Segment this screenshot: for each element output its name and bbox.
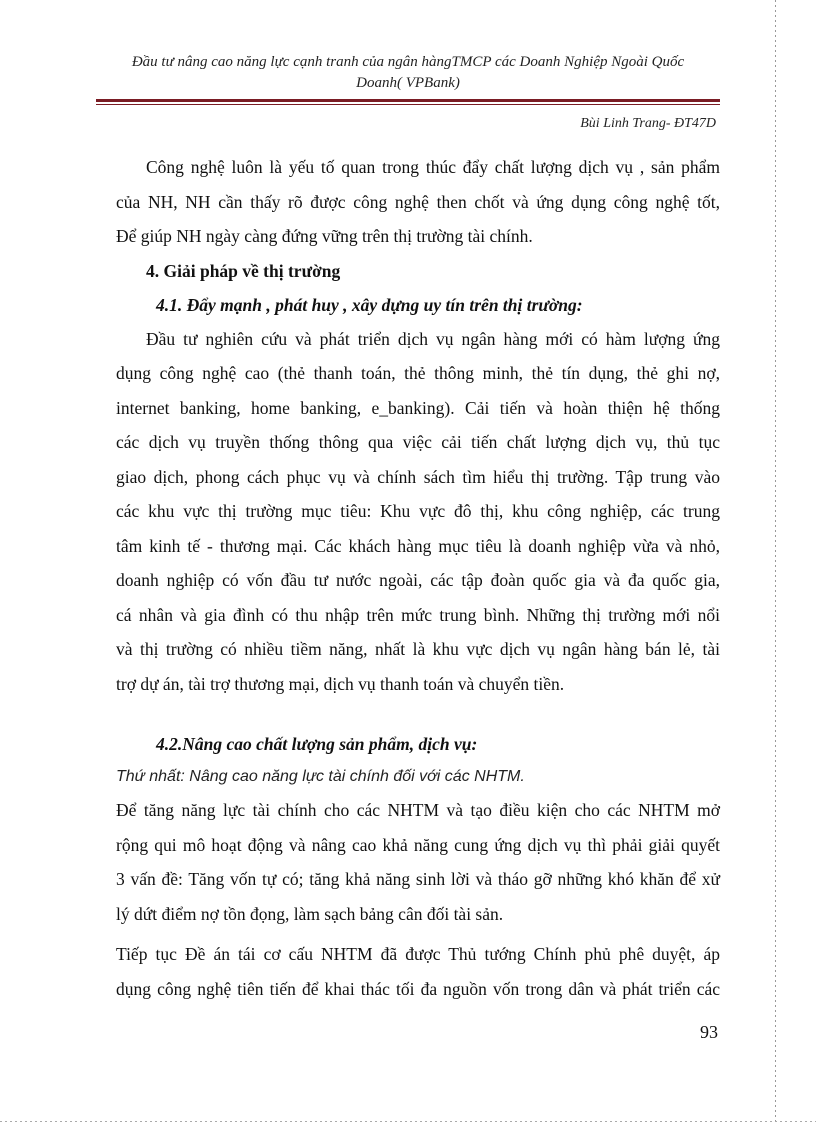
page-number: 93 bbox=[700, 1022, 718, 1042]
section-heading-4-2: 4.2.Nâng cao chất lượng sản phẩm, dịch vụ: bbox=[156, 734, 478, 754]
margin-guide-bottom bbox=[0, 1121, 816, 1122]
header-rule-thick bbox=[96, 99, 720, 102]
header-rule-thin bbox=[96, 104, 720, 105]
author-label: Bùi Linh Trang- ĐT47D bbox=[580, 116, 716, 131]
spacer bbox=[116, 701, 720, 727]
text-line: các dịch vụ truyền thống thông qua việc cải tiến chất lượng dịch vụ, thủ tục bbox=[116, 432, 720, 452]
text-line: Để tăng năng lực tài chính cho các NHTM và tạo điều kiện cho các NHTM mở bbox=[116, 800, 720, 820]
text-line: Tiếp tục Đề án tái cơ cấu NHTM đã được Thủ tướng Chính phủ phê duyệt, áp bbox=[116, 944, 720, 964]
text-line: Đầu tư nghiên cứu và phát triển dịch vụ ngân hàng mới có hàm lượng ứng bbox=[146, 328, 720, 349]
text-line: Công nghệ luôn là yếu tố quan trong thúc đẩy chất lượng dịch vụ , sản phẩm bbox=[146, 157, 720, 177]
paragraph-4-1 bbox=[116, 322, 720, 702]
text-line: Để giúp NH ngày càng đứng vững trên thị trường tài chính. bbox=[116, 226, 533, 246]
header-title-line-2: Doanh( VPBank) bbox=[356, 75, 460, 91]
text-line: dụng công nghệ tiên tiến để khai thác tối đa nguồn vốn trong dân và phát triển các bbox=[116, 978, 720, 999]
margin-guide-right bbox=[775, 0, 776, 1123]
text-line: của NH, NH cần thấy rõ được công nghệ then chốt và ứng dụng công nghệ tốt, bbox=[116, 191, 720, 212]
text-line: các khu vực thị trường mục tiêu: Khu vực đô thị, khu công nghiệp, các trung bbox=[116, 501, 720, 521]
section-heading-4: 4. Giải pháp về thị trường bbox=[146, 260, 341, 281]
text-line: rộng qui mô hoạt động và nâng cao khả năng cung ứng dịch vụ thì phải giải quyết bbox=[116, 834, 720, 855]
text-line: trợ dự án, tài trợ thương mại, dịch vụ thanh toán và chuyển tiền. bbox=[116, 673, 565, 694]
text-line: giao dịch, phong cách phục vụ và chính sách tìm hiểu thị trường. Tập trung vào bbox=[116, 466, 720, 487]
body-content bbox=[116, 150, 720, 1006]
section-heading-4-1: 4.1. Đẩy mạnh , phát huy , xây dựng uy tín trên thị trường: bbox=[156, 294, 583, 315]
text-line: internet banking, home banking, e_banking). Cải tiến và hoàn thiện hệ thống bbox=[116, 397, 720, 418]
text-line: doanh nghiệp có vốn đầu tư nước ngoài, các tập đoàn quốc gia và đa quốc gia, bbox=[116, 570, 720, 590]
text-line: lý dứt điểm nợ tồn đọng, làm sạch bảng cân đối tài sản. bbox=[116, 903, 504, 924]
intro-paragraph bbox=[116, 150, 720, 254]
text-line: 3 vấn đề: Tăng vốn tự có; tăng khả năng sinh lời và tháo gỡ những khó khăn để xử bbox=[116, 869, 720, 889]
header-title-line-1: Đầu tư nâng cao năng lực cạnh tranh của ngân hàngTMCP các Doanh Nghiệp Ngoài Quốc bbox=[131, 54, 685, 70]
running-header bbox=[100, 52, 716, 94]
paragraph-next bbox=[116, 937, 720, 1006]
text-line: cá nhân và gia đình có thu nhập trên mức trung bình. Những thị trường mới nổi bbox=[116, 604, 720, 625]
paragraph-first bbox=[116, 793, 720, 931]
text-line: dụng công nghệ cao (thẻ thanh toán, thẻ thông minh, thẻ tín dụng, thẻ ghi nợ, bbox=[116, 363, 720, 383]
subheading-first: Thứ nhất: Nâng cao năng lực tài chính đối với các NHTM. bbox=[116, 768, 525, 785]
text-line: tâm kinh tế - thương mại. Các khách hàng mục tiêu là doanh nghiệp vừa và nhỏ, bbox=[116, 535, 720, 556]
text-line: và thị trường có nhiều tiềm năng, nhất là khu vực dịch vụ ngân hàng bán lẻ, tài bbox=[116, 639, 720, 659]
